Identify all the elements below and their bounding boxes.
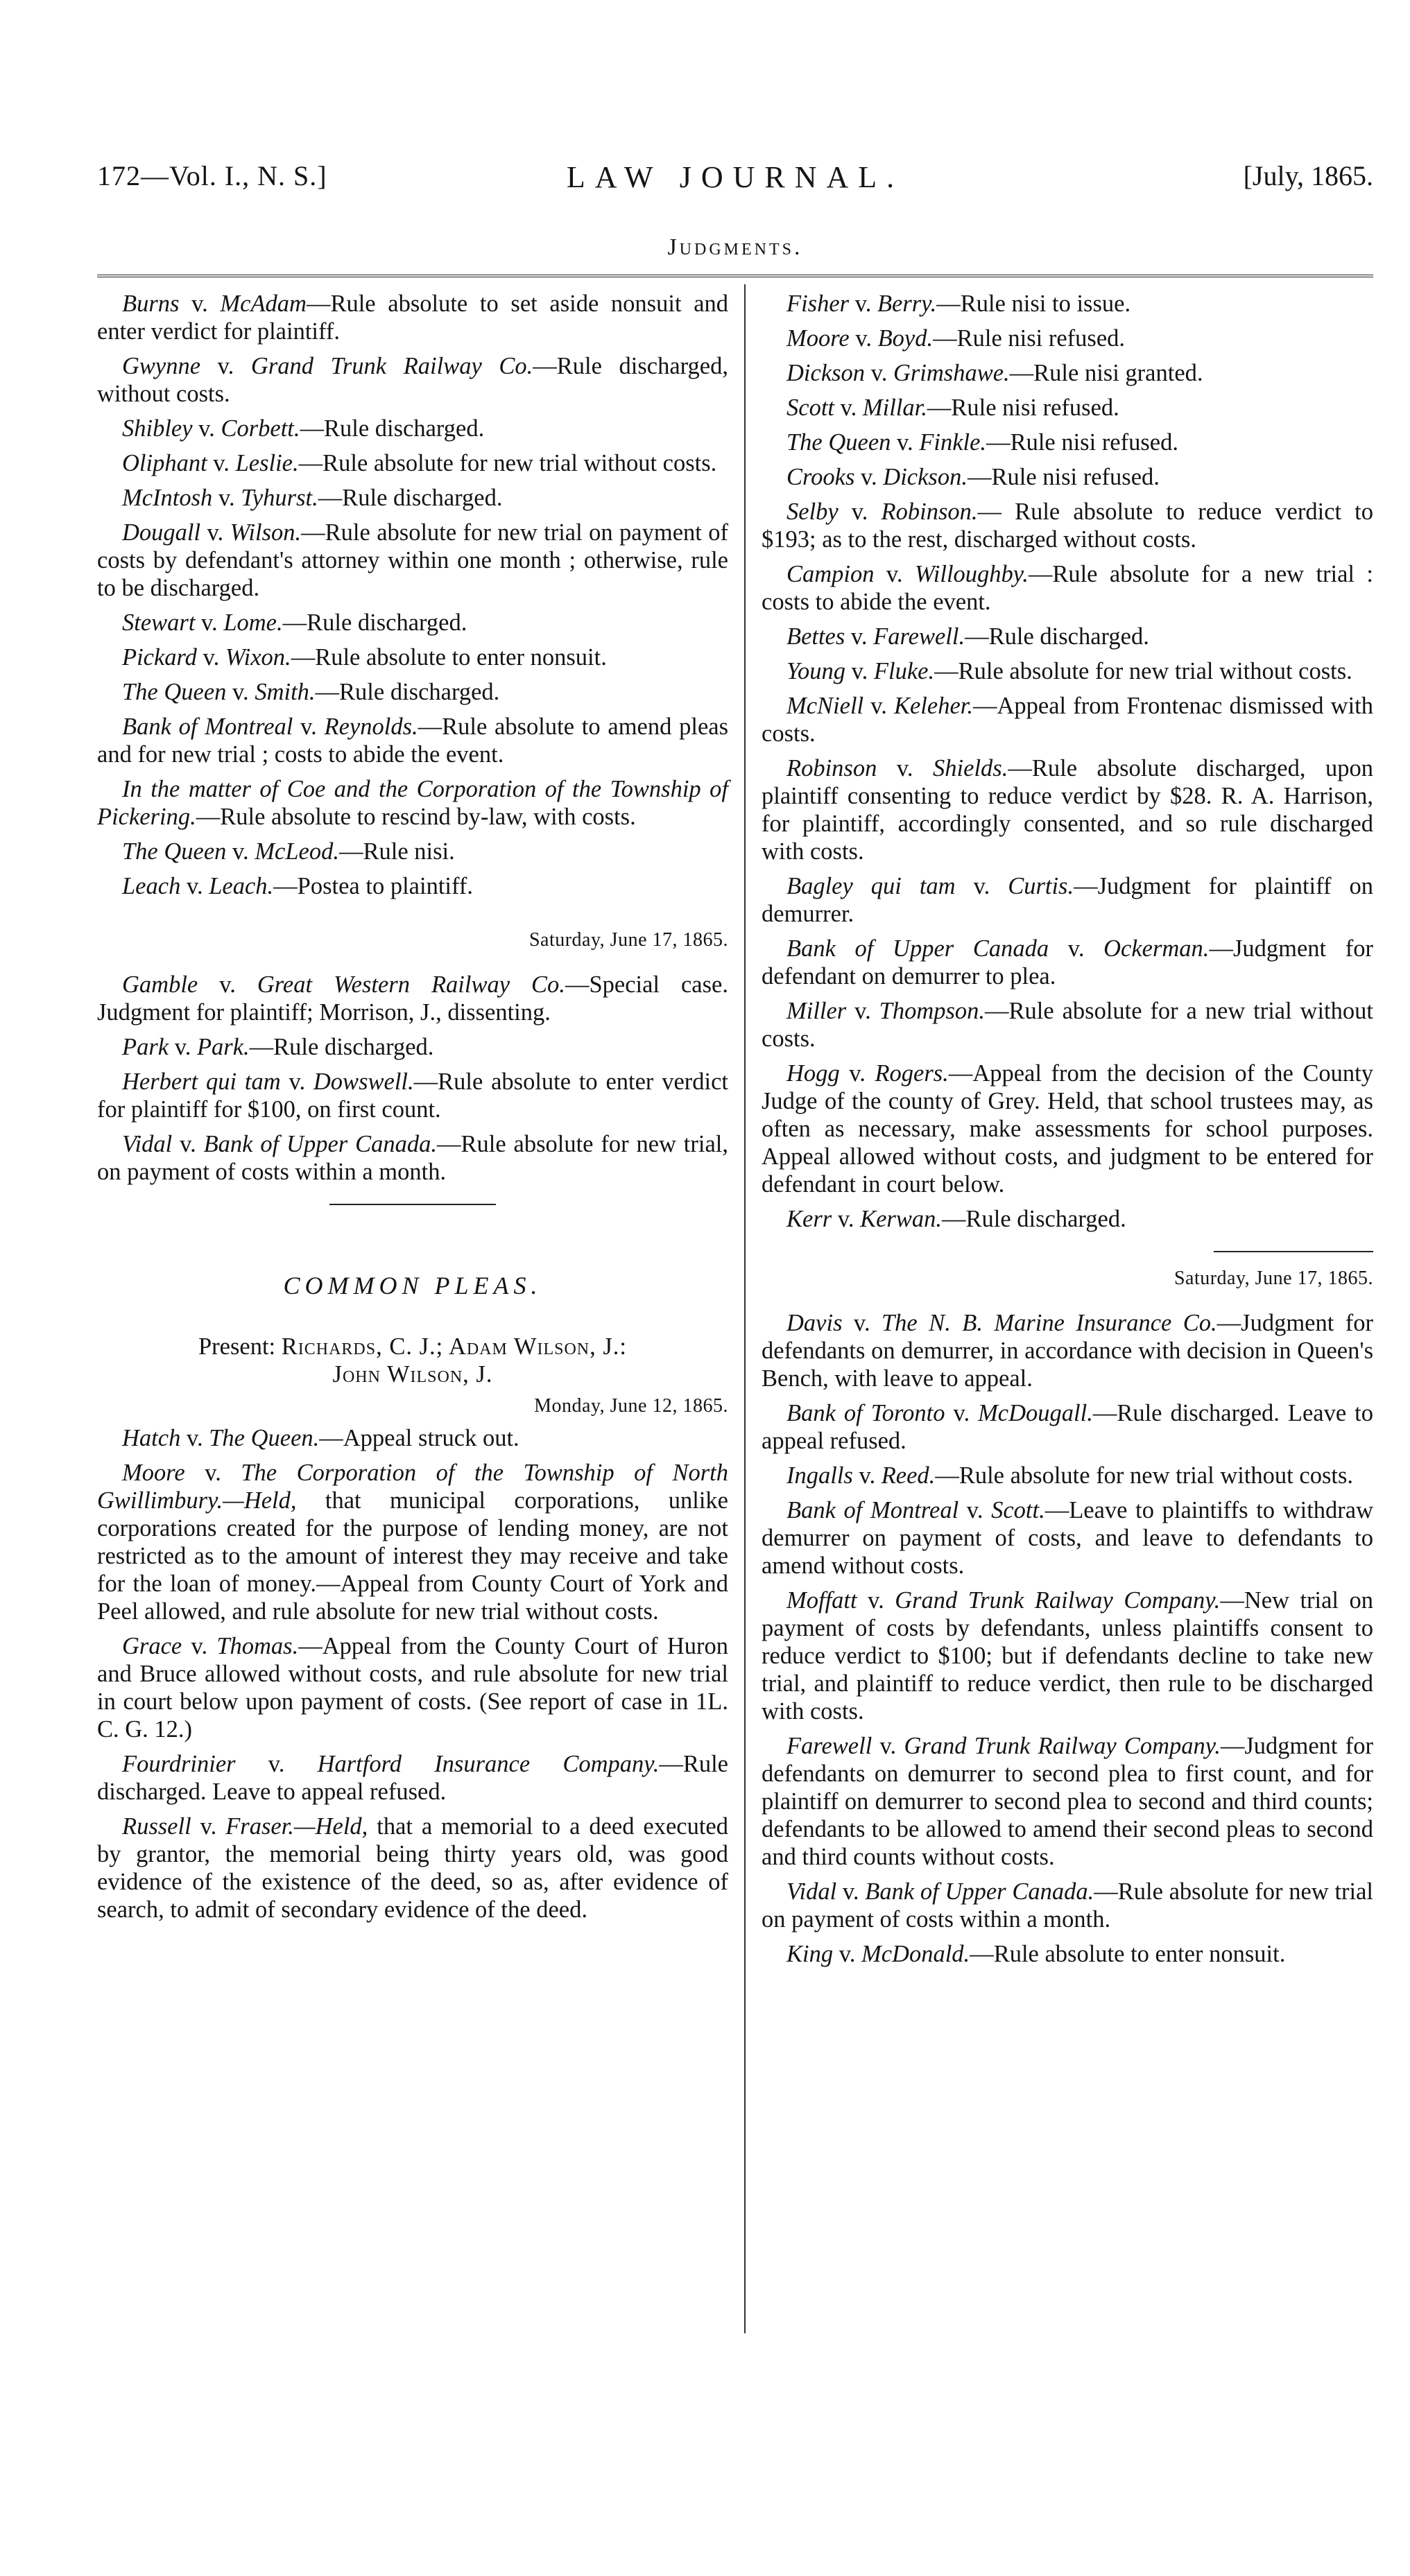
plaintiff-name: Gamble: [122, 971, 198, 998]
defendant-name: Fluke.: [873, 658, 935, 684]
defendant-name: Tyhurst.: [241, 485, 318, 511]
defendant-name: The N. B. Marine Insurance Co.: [882, 1310, 1217, 1336]
judgment-entry: [762, 1940, 1373, 1968]
versus: v.: [842, 1310, 882, 1336]
plaintiff-name: Gwynne: [122, 353, 201, 379]
versus: v.: [865, 360, 893, 386]
plaintiff-name: Bank of Toronto: [786, 1400, 945, 1426]
defendant-name: Curtis.: [1008, 873, 1074, 899]
present-judges: [97, 1333, 728, 1388]
versus: v.: [846, 998, 879, 1024]
plaintiff-name: Bettes: [786, 623, 845, 650]
dateline: Saturday, June 17, 1865.: [1173, 1268, 1373, 1289]
versus: v.: [845, 623, 874, 650]
section-rule: [329, 1204, 496, 1205]
plaintiff-name: Fourdrinier: [122, 1751, 236, 1777]
defendant-name: Robinson.: [881, 499, 978, 525]
plaintiff-name: King: [786, 1941, 834, 1967]
defendant-name: Farewell.: [873, 623, 965, 650]
ruling-text: —Rule nisi refused.: [967, 464, 1160, 490]
plaintiff-name: Selby: [786, 499, 839, 525]
defendant-name: Fraser.: [225, 1813, 294, 1840]
judgment-entry: [97, 1632, 728, 1743]
defendant-name: Boyd.: [877, 325, 934, 352]
judgment-entry: [97, 352, 728, 408]
running-head: [97, 159, 1373, 201]
judgment-entry: [762, 463, 1373, 491]
plaintiff-name: Crooks: [786, 464, 855, 490]
defendant-name: Grand Trunk Railway Company.: [895, 1587, 1221, 1614]
ruling-text: —Rule discharged. Leave to appeal refused.: [762, 1400, 1373, 1454]
plaintiff-name: Grace: [122, 1633, 182, 1659]
versus: v.: [958, 1497, 992, 1523]
ruling-text: that municipal corporations, unlike corporations created for the purpose of lending money, are not restricted as to the amount of interest they may receive and take for the loan of money.—Appeal from County Court of York and Peel allowed, and rule absolute for new trial without costs.: [97, 1487, 728, 1625]
versus: v.: [226, 679, 255, 705]
present-label: Present:: [198, 1333, 276, 1360]
section-rule: [1214, 1251, 1373, 1252]
judgment-entry: [762, 1587, 1373, 1725]
defendant-name: The Queen.: [209, 1425, 320, 1451]
versus: v.: [182, 1633, 217, 1659]
defendant-name: Wilson.: [230, 519, 302, 546]
ruling-text: —Rule absolute to set aside nonsuit and enter verdict for plaintiff.: [97, 291, 729, 345]
judgment-entry: [762, 692, 1373, 747]
plaintiff-name: Moore: [122, 1460, 185, 1486]
judgment-entry: [762, 997, 1373, 1053]
defendant-name: Bank of Upper Canada.: [203, 1131, 437, 1157]
versus: v.: [849, 291, 877, 317]
plaintiff-name: Vidal: [786, 1878, 837, 1905]
versus: v.: [955, 873, 1008, 899]
defendant-name: Rogers.: [875, 1060, 949, 1087]
defendant-name: Lome.: [223, 610, 283, 636]
defendant-name: Berry.: [877, 291, 937, 317]
defendant-name: Dowswell.: [313, 1069, 414, 1095]
plaintiff-name: Park: [122, 1034, 169, 1060]
judgment-entry: [762, 1205, 1373, 1233]
judgment-entry: [762, 935, 1373, 990]
defendant-name: Park.: [196, 1034, 250, 1060]
present-line-1: Richards, C. J.; Adam Wilson, J.:: [281, 1333, 628, 1360]
plaintiff-name: The Queen: [122, 679, 227, 705]
plaintiff-name: Vidal: [122, 1131, 173, 1157]
judgment-entry: [97, 775, 728, 831]
column-divider: [744, 284, 746, 2333]
entry-list: [97, 971, 728, 1186]
defendant-name: Scott.: [991, 1497, 1045, 1523]
ruling-text: —Rule absolute for new trial, on payment of costs within a month.: [97, 1131, 728, 1185]
defendant-name: McAdam: [220, 291, 307, 317]
ruling-text: — Rule absolute to reduce verdict to $193; as to the rest, discharged without costs.: [762, 499, 1374, 553]
ruling-text: —Rule discharged.: [282, 610, 467, 636]
ruling-text: —Rule absolute to amend pleas and for new trial ; costs to abide the event.: [97, 714, 729, 768]
ruling-text: —Appeal struck out.: [319, 1425, 519, 1451]
plaintiff-name: Burns: [122, 291, 180, 317]
versus: v.: [832, 1206, 861, 1232]
plaintiff-name: Bank of Montreal: [122, 714, 293, 740]
versus: v.: [845, 658, 874, 684]
defendant-name: Keleher.: [893, 693, 973, 719]
ruling-text: —Rule absolute for new trial without costs.: [298, 450, 717, 476]
versus: v.: [293, 714, 325, 740]
versus: v.: [179, 291, 221, 317]
plaintiff-name: The Queen: [786, 429, 891, 456]
plaintiff-name: Robinson: [786, 755, 877, 781]
judgment-entry: [762, 1732, 1373, 1871]
plaintiff-name: Campion: [786, 561, 875, 587]
plaintiff-name: Farewell: [786, 1733, 872, 1759]
defendant-name: The Corporation of the Township of North Gwillimbury.: [97, 1460, 728, 1514]
defendant-name: Thomas.: [216, 1633, 299, 1659]
judgment-entry: [97, 449, 728, 477]
versus: v.: [180, 873, 209, 899]
ruling-text: —Rule discharged.: [965, 623, 1149, 650]
versus: v.: [836, 1878, 866, 1905]
ruling-text: —Rule discharged.: [315, 679, 500, 705]
defendant-name: Grand Trunk Railway Company.: [904, 1733, 1221, 1759]
ruling-text: —Rule nisi refused.: [927, 395, 1119, 421]
entry-list: [97, 1424, 728, 1924]
versus: v.: [863, 693, 894, 719]
ruling-text: —Rule nisi granted.: [1009, 360, 1203, 386]
case-title: In the matter of Coe and the Corporation of the Township of Pickering.: [97, 776, 728, 830]
versus: v.: [838, 499, 882, 525]
judgment-entry: [97, 1033, 728, 1061]
plaintiff-name: Hatch: [122, 1425, 181, 1451]
judgment-entry: [762, 290, 1373, 318]
dateline: Saturday, June 17, 1865.: [528, 929, 728, 951]
ruling-text: —Judgment for plaintiff on demurrer.: [762, 873, 1373, 927]
judgment-entry: [762, 359, 1373, 387]
issue-date: [July, 1865.: [1243, 160, 1373, 191]
plaintiff-name: The Queen: [122, 838, 227, 865]
ruling-text: —Leave to plaintiffs to withdraw demurrer on payment of costs, and leave to defendants to amend without costs.: [762, 1497, 1374, 1579]
versus: v.: [198, 971, 257, 998]
ruling-text: —Rule absolute for a new trial without costs.: [762, 998, 1373, 1052]
defendant-name: Dickson.: [883, 464, 968, 490]
ruling-text: —Rule discharged.: [941, 1206, 1126, 1232]
ruling-text: —Judgment for defendant on demurrer to plea.: [762, 935, 1373, 989]
ruling-text: —Rule discharged.: [249, 1034, 434, 1060]
versus: v.: [874, 561, 915, 587]
plaintiff-name: Scott: [786, 395, 834, 421]
versus: v.: [191, 1813, 226, 1840]
defendant-name: Thompson.: [879, 998, 986, 1024]
plaintiff-name: Bank of Upper Canada: [786, 935, 1049, 962]
versus: v.: [180, 1425, 209, 1451]
judgment-entry: [97, 1750, 728, 1806]
ruling-text: —Rule absolute to enter nonsuit.: [291, 644, 607, 671]
ruling-text: —Rule absolute for new trial on payment of costs by defendant's attorney within one month ; otherwise, rule to be discharged.: [97, 519, 728, 601]
versus: v.: [226, 838, 255, 865]
header-rule: [97, 275, 1373, 277]
versus: v.: [207, 450, 236, 476]
versus: v.: [200, 519, 230, 546]
judgment-entry: [97, 1424, 728, 1452]
judgment-entry: [97, 484, 728, 512]
ruling-text: —Rule absolute for new trial without costs.: [934, 658, 1352, 684]
ruling-text: —Rule discharged. Leave to appeal refused.: [97, 1751, 728, 1805]
versus: v.: [172, 1131, 204, 1157]
plaintiff-name: Davis: [786, 1310, 843, 1336]
ruling-text: —Rule absolute to enter nonsuit.: [970, 1941, 1286, 1967]
dateline: Monday, June 12, 1865.: [534, 1395, 728, 1417]
versus: v.: [169, 1034, 197, 1060]
defendant-name: Corbett.: [221, 415, 300, 442]
judgment-entry: [762, 872, 1373, 928]
defendant-name: Kerwan.: [860, 1206, 942, 1232]
page-number-volume: 172—Vol. I., N. S.]: [97, 160, 327, 191]
judgment-entry: [762, 1878, 1373, 1933]
ruling-text: —Rule nisi.: [339, 838, 455, 865]
versus: v.: [834, 395, 863, 421]
ruling-text: —Rule nisi refused.: [986, 429, 1178, 456]
judgment-entry: [762, 325, 1373, 352]
entry-list: [762, 1309, 1373, 1968]
judgment-entry: [97, 1813, 728, 1924]
judgment-entry: [762, 1060, 1373, 1198]
plaintiff-name: Herbert qui tam: [122, 1069, 281, 1095]
plaintiff-name: Dickson: [786, 360, 866, 386]
section-title: Judgments.: [667, 234, 803, 260]
plaintiff-name: Pickard: [122, 644, 197, 671]
versus: v.: [857, 1587, 895, 1614]
judgment-entry: [762, 623, 1373, 650]
versus: v.: [833, 1941, 861, 1967]
ruling-text: —Judgment for defendants on demurrer, in accordance with decision in Queen's Bench, with leave to appeal.: [762, 1310, 1373, 1392]
ruling-text: —Appeal from Frontenac dismissed with costs.: [762, 693, 1373, 747]
held-marker: —Held,: [223, 1487, 297, 1514]
defendant-name: Reynolds.: [324, 714, 418, 740]
entry-list: [97, 290, 728, 900]
judgment-entry: [97, 872, 728, 900]
defendant-name: Bank of Upper Canada.: [865, 1878, 1094, 1905]
plaintiff-name: Miller: [786, 998, 847, 1024]
versus: v.: [196, 644, 225, 671]
judgment-entry: [762, 560, 1373, 616]
plaintiff-name: McIntosh: [122, 485, 213, 511]
defendant-name: Hartford Insurance Company.: [317, 1751, 660, 1777]
versus: v.: [891, 429, 920, 456]
left-column: [97, 290, 728, 1930]
defendant-name: Wixon.: [225, 644, 291, 671]
versus: v.: [235, 1751, 318, 1777]
present-line-2: John Wilson, J.: [332, 1361, 493, 1388]
plaintiff-name: Fisher: [786, 291, 850, 317]
plaintiff-name: Russell: [122, 1813, 191, 1840]
versus: v.: [200, 353, 251, 379]
defendant-name: McDonald.: [861, 1941, 970, 1967]
ruling-text: —New trial on payment of costs by defendants, unless plaintiffs consent to reduce verdict to $100; but if defendants decline to take new trial, and plaintiff to reduce verdict, then rule to be discharged with costs.: [762, 1587, 1373, 1724]
versus: v.: [195, 610, 224, 636]
plaintiff-name: Hogg: [786, 1060, 840, 1087]
defendant-name: Grimshawe.: [893, 360, 1010, 386]
right-column: [762, 290, 1373, 1975]
plaintiff-name: Young: [786, 658, 846, 684]
ruling-text: —Rule discharged, without costs.: [97, 353, 728, 407]
defendant-name: Reed.: [881, 1462, 936, 1489]
ruling-text: —Rule absolute for a new trial : costs to abide the event.: [762, 561, 1373, 615]
defendant-name: Smith.: [255, 679, 316, 705]
versus: v.: [1049, 935, 1104, 962]
judgment-entry: [97, 415, 728, 442]
defendant-name: Great Western Railway Co.: [257, 971, 565, 998]
versus: v.: [184, 1460, 241, 1486]
judgment-entry: [97, 1459, 728, 1625]
judgment-entry: [97, 643, 728, 671]
ruling-text: —Judgment for defendants on demurrer to second plea to first count, and for plaintiff on demurrer to second plea to second and third counts; defendants to be allowed to amend their second pleas to second and third counts without costs.: [762, 1733, 1374, 1870]
judgment-entry: [97, 290, 728, 345]
judgment-entry: [97, 713, 728, 768]
versus: v.: [854, 464, 884, 490]
journal-title: LAW JOURNAL.: [566, 160, 904, 194]
judgment-entry: [97, 1130, 728, 1186]
defendant-name: Millar.: [862, 395, 927, 421]
defendant-name: McLeod.: [255, 838, 339, 865]
judgment-entry: [97, 1068, 728, 1123]
ruling-text: —Postea to plaintiff.: [273, 873, 473, 899]
judgment-entry: [97, 519, 728, 602]
defendant-name: Willoughby.: [914, 561, 1029, 587]
plaintiff-name: Shibley: [122, 415, 193, 442]
judgment-entry: [762, 1399, 1373, 1455]
versus: v.: [212, 485, 241, 511]
defendant-name: Grand Trunk Railway Co.: [250, 353, 533, 379]
judgment-entry: [762, 394, 1373, 422]
held-marker: —Held,: [293, 1813, 368, 1840]
judgment-entry: [762, 754, 1373, 865]
plaintiff-name: Dougall: [122, 519, 201, 546]
versus: v.: [280, 1069, 313, 1095]
judgment-entry: [97, 609, 728, 637]
judgment-entry: [762, 1496, 1373, 1580]
judgment-entry: [97, 971, 728, 1026]
ruling-text: —Rule absolute to enter verdict for plaintiff for $100, on first count.: [97, 1069, 728, 1123]
judgment-entry: [97, 838, 728, 865]
plaintiff-name: Kerr: [786, 1206, 832, 1232]
court-heading: COMMON PLEAS.: [283, 1272, 542, 1299]
versus: v.: [872, 1733, 904, 1759]
ruling-text: —Rule discharged.: [318, 485, 503, 511]
versus: v.: [877, 755, 934, 781]
plaintiff-name: Oliphant: [122, 450, 207, 476]
ruling-text: that a memorial to a deed executed by grantor, the memorial being thirty years old, was good evidence of the existence of the deed, so as, after evidence of search, to admit of secondary evidence of the deed.: [97, 1813, 728, 1923]
versus: v.: [852, 1462, 882, 1489]
plaintiff-name: Stewart: [122, 610, 196, 636]
judgment-entry: [762, 498, 1373, 553]
judgment-entry: [97, 678, 728, 706]
defendant-name: Shields.: [933, 755, 1008, 781]
judgment-entry: [762, 657, 1373, 685]
defendant-name: Leach.: [209, 873, 274, 899]
defendant-name: Ockerman.: [1103, 935, 1210, 962]
page: [97, 0, 1373, 2576]
plaintiff-name: Ingalls: [786, 1462, 853, 1489]
plaintiff-name: McNiell: [786, 693, 864, 719]
ruling-text: —Special case. Judgment for plaintiff; Morrison, J., dissenting.: [97, 971, 728, 1026]
plaintiff-name: Leach: [122, 873, 181, 899]
ruling-text: —Rule absolute for new trial on payment of costs within a month.: [762, 1878, 1374, 1933]
defendant-name: McDougall.: [978, 1400, 1093, 1426]
ruling-text: —Rule absolute to rescind by-law, with costs.: [196, 804, 636, 830]
plaintiff-name: Moffatt: [786, 1587, 857, 1614]
ruling-text: —Rule absolute for new trial without costs.: [935, 1462, 1354, 1489]
versus: v.: [945, 1400, 979, 1426]
ruling-text: —Rule nisi refused.: [933, 325, 1126, 352]
judgment-entry: [762, 429, 1373, 456]
plaintiff-name: Bank of Montreal: [786, 1497, 959, 1523]
judgment-entry: [762, 1462, 1373, 1489]
versus: v.: [192, 415, 221, 442]
judgment-entry: [762, 1309, 1373, 1392]
entry-list: [762, 290, 1373, 1233]
ruling-text: —Rule nisi to issue.: [936, 291, 1131, 317]
ruling-text: —Appeal from the decision of the County Judge of the county of Grey. Held, that school trustees may, as often as necessary, make assessments for school purposes. Appeal allowed without costs, and judgment to be entered for defendant in court below.: [762, 1060, 1373, 1198]
versus: v.: [849, 325, 878, 352]
ruling-text: —Rule absolute discharged, upon plaintiff consenting to reduce verdict by $28. R. A. Harrison, for plaintiff, accordingly consented, and so rule discharged with costs.: [762, 755, 1373, 865]
defendant-name: Finkle.: [919, 429, 987, 456]
versus: v.: [839, 1060, 875, 1087]
plaintiff-name: Moore: [786, 325, 850, 352]
defendant-name: Leslie.: [235, 450, 299, 476]
ruling-text: —Appeal from the County Court of Huron and Bruce allowed without costs, and rule absolute for new trial in court below upon payment of costs. (See report of case in 1L. C. G. 12.): [97, 1633, 728, 1743]
ruling-text: —Rule discharged.: [300, 415, 485, 442]
plaintiff-name: Bagley qui tam: [786, 873, 956, 899]
